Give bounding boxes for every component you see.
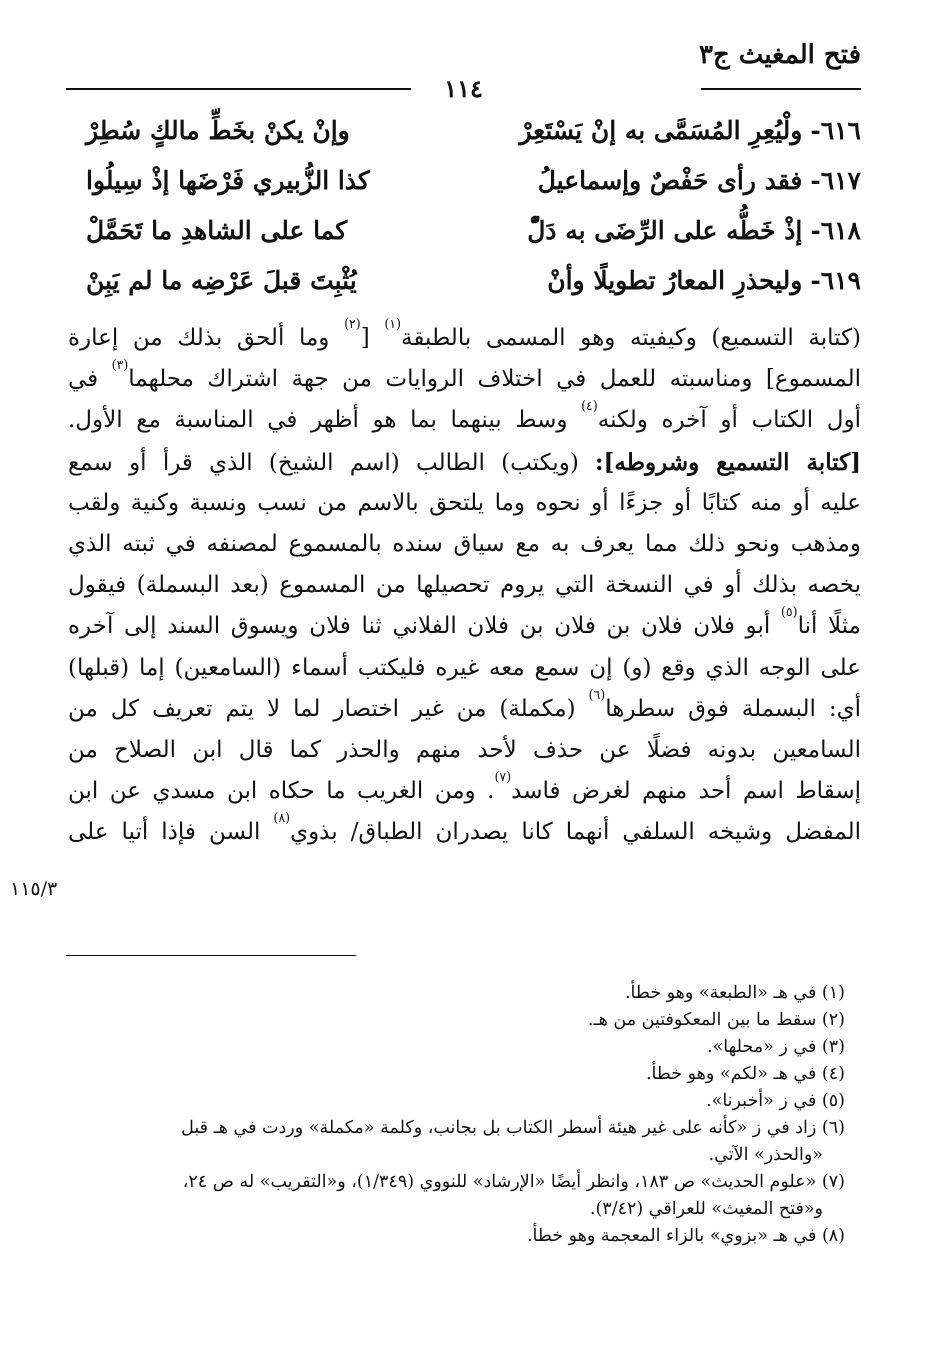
book-title: فتح المغيث ج٣ — [698, 40, 861, 70]
text-line — [68, 565, 861, 606]
footnote: (١) في هـ «الطبعة» وهو خطأ. — [624, 983, 845, 1003]
verse-second-hemistich: يُثْبِتَ قبلَ عَرْضِه ما لم يَبِنْ — [86, 266, 357, 295]
verse-first-hemistich — [519, 116, 861, 145]
text-line — [68, 812, 861, 853]
text-segment: المفضل وشيخه السلفي أنهما كانا يصدران الطباق/ بذوي — [290, 819, 861, 846]
text-line — [68, 771, 861, 812]
text-line — [68, 648, 861, 689]
footnote-ref[interactable]: (٤) — [581, 398, 598, 414]
text-line — [68, 730, 861, 771]
text-segment: السن فإذا أتيا على — [68, 819, 274, 846]
footnote-ref[interactable]: (١) — [384, 316, 402, 331]
footnote-rule — [66, 955, 356, 956]
footnote: (٤) في هـ «لكم» وهو خطأ. — [645, 1064, 845, 1084]
text-line — [68, 359, 861, 400]
verse-first-text: ولْيُعِرِ المُسَمَّى به إنْ يَسْتَعِرْ — [519, 116, 803, 145]
verse-first-text: إذْ خَطُّه على الرِّضَى به دَلّْ — [527, 216, 803, 245]
text-segment: على الوجه الذي وقع (و) إن سمع معه غيره فليكتب أسماء (السامعين) إما (قبلها) — [68, 654, 861, 681]
text-line — [68, 606, 861, 647]
text-segment: وما ألحق بذلك من إعارة — [68, 325, 345, 351]
text-line — [68, 524, 861, 565]
page-number: ١١٤ — [444, 74, 483, 103]
text-line — [68, 400, 861, 441]
verse-line — [86, 160, 861, 210]
footnote: (٨) في هـ «بزوي» بالزاء المعجمة وهو خطأ. — [526, 1226, 845, 1246]
verse-block — [86, 110, 861, 310]
footnote-ref[interactable]: (٣) — [111, 357, 129, 373]
footnote: (٣) في ز «محلها». — [707, 1037, 845, 1057]
verse-first-text: فقد رأى حَفْصٌ وإسماعيلُ — [537, 166, 803, 195]
text-segment: في — [68, 366, 112, 393]
margin-page-reference: ١١٥/٣ — [10, 878, 58, 900]
footnote: (٢) سقط ما بين المعكوفتين من هـ. — [587, 1010, 845, 1030]
text-segment: مثلًا أنا — [797, 613, 861, 640]
footnote-ref[interactable]: (٦) — [588, 686, 606, 702]
verse-first-hemistich — [547, 266, 861, 295]
text-segment: أي: البسملة فوق سطرها — [605, 695, 861, 722]
text-segment: وسط بينهما بما هو أظهر في المناسبة مع الأول. — [68, 407, 582, 434]
verse-first-text: وليحذرِ المعارُ تطويلًا وأنْ — [547, 266, 803, 295]
text-line — [68, 483, 861, 524]
text-segment: ومذهب ونحو ذلك مما يعرف به مع سياق سنده بالمسموع لمصنفه في ثبته الذي — [68, 530, 861, 557]
text-segment: . ومن الغريب ما حكاه ابن مسدي عن ابن — [68, 778, 495, 805]
footnotes — [66, 980, 845, 1250]
verse-number: ٦١٦- — [810, 116, 861, 145]
text-segment: أول الكتاب أو آخره ولكنه — [597, 407, 861, 434]
page-header — [66, 38, 861, 103]
verse-number: ٦١٧- — [810, 166, 861, 195]
text-segment: أبو فلان فلان بن فلان بن فلان الفلاني ثنا فلان ويسوق السند إلى آخره — [68, 613, 781, 640]
text-line — [68, 442, 861, 483]
footnote-continuation: «والحذر» الآتي. — [708, 1145, 823, 1165]
text-segment: المسموع] ومناسبته للعمل في اختلاف الروايات من جهة اشتراك محلهما — [128, 366, 861, 393]
verse-first-hemistich — [538, 166, 861, 195]
text-segment: إسقاط اسم أحد منهم لغرض فاسد — [511, 778, 861, 805]
footnote-continuation: و«فتح المغيث» للعراقي (٣/٤٢). — [589, 1199, 823, 1219]
verse-line — [86, 110, 861, 160]
footnote-ref[interactable]: (٨) — [273, 810, 291, 826]
footnote: (٥) في ز «أخبرنا». — [706, 1091, 845, 1111]
verse-number: ٦١٩- — [810, 266, 861, 295]
footnote-ref[interactable]: (٧) — [494, 769, 512, 785]
text-segment: السامعين بدونه فضلًا عن حذف لأحد منهم والحذر كما قال ابن الصلاح من — [68, 736, 861, 763]
text-segment: (مكملة) من غير اختصار لما لا يتم تعريف كل من — [68, 695, 589, 722]
text-line — [68, 318, 861, 359]
footnote-ref[interactable]: (٥) — [780, 604, 798, 620]
text-line — [68, 686, 861, 730]
verse-line — [86, 260, 861, 310]
verse-second-hemistich: وإنْ يكنْ بخَطِّ مالكٍ سُطِرْ — [86, 116, 350, 145]
section-heading: [كتابة التسميع وشروطه]: — [595, 448, 861, 476]
verse-second-hemistich: كما على الشاهدِ ما تَحَمَّلْ — [86, 216, 348, 245]
text-segment: (كتابة التسميع) وكيفيته وهو المسمى بالطبقة — [401, 325, 861, 351]
verse-number: ٦١٨- — [810, 216, 861, 245]
text-segment: يخصه بذلك أو في النسخة التي يروم تحصيلها من المسموع (بعد البسملة) فيقول — [68, 572, 861, 599]
verse-second-hemistich: كذا الزُّبيري فَرْضَها إذْ سِيلُوا — [86, 166, 370, 195]
text-segment: عليه أو منه كتابًا أو جزءًا أو نحوه وما يلتحق بالاسم من نسب ونسبة وكنية ولقب — [68, 489, 861, 516]
footnote: (٧) «علوم الحديث» ص ١٨٣، وانظر أيضًا «الإرشاد» للنووي (١/٣٤٩)، و«التقريب» له ص ٢٤، — [182, 1172, 845, 1192]
text-segment: [ — [360, 325, 385, 351]
footnote-ref[interactable]: (٢) — [344, 316, 361, 331]
verse-line — [86, 210, 861, 260]
body-text — [68, 318, 861, 853]
text-segment: (ويكتب) الطالب (اسم الشيخ) الذي قرأ أو سمع — [68, 449, 596, 476]
verse-first-hemistich — [527, 216, 861, 245]
footnote: (٦) زاد في ز «كأنه على غير هيئة أسطر الكتاب بل بجانب، وكلمة «مكملة» وردت في هـ قبل — [181, 1118, 845, 1138]
